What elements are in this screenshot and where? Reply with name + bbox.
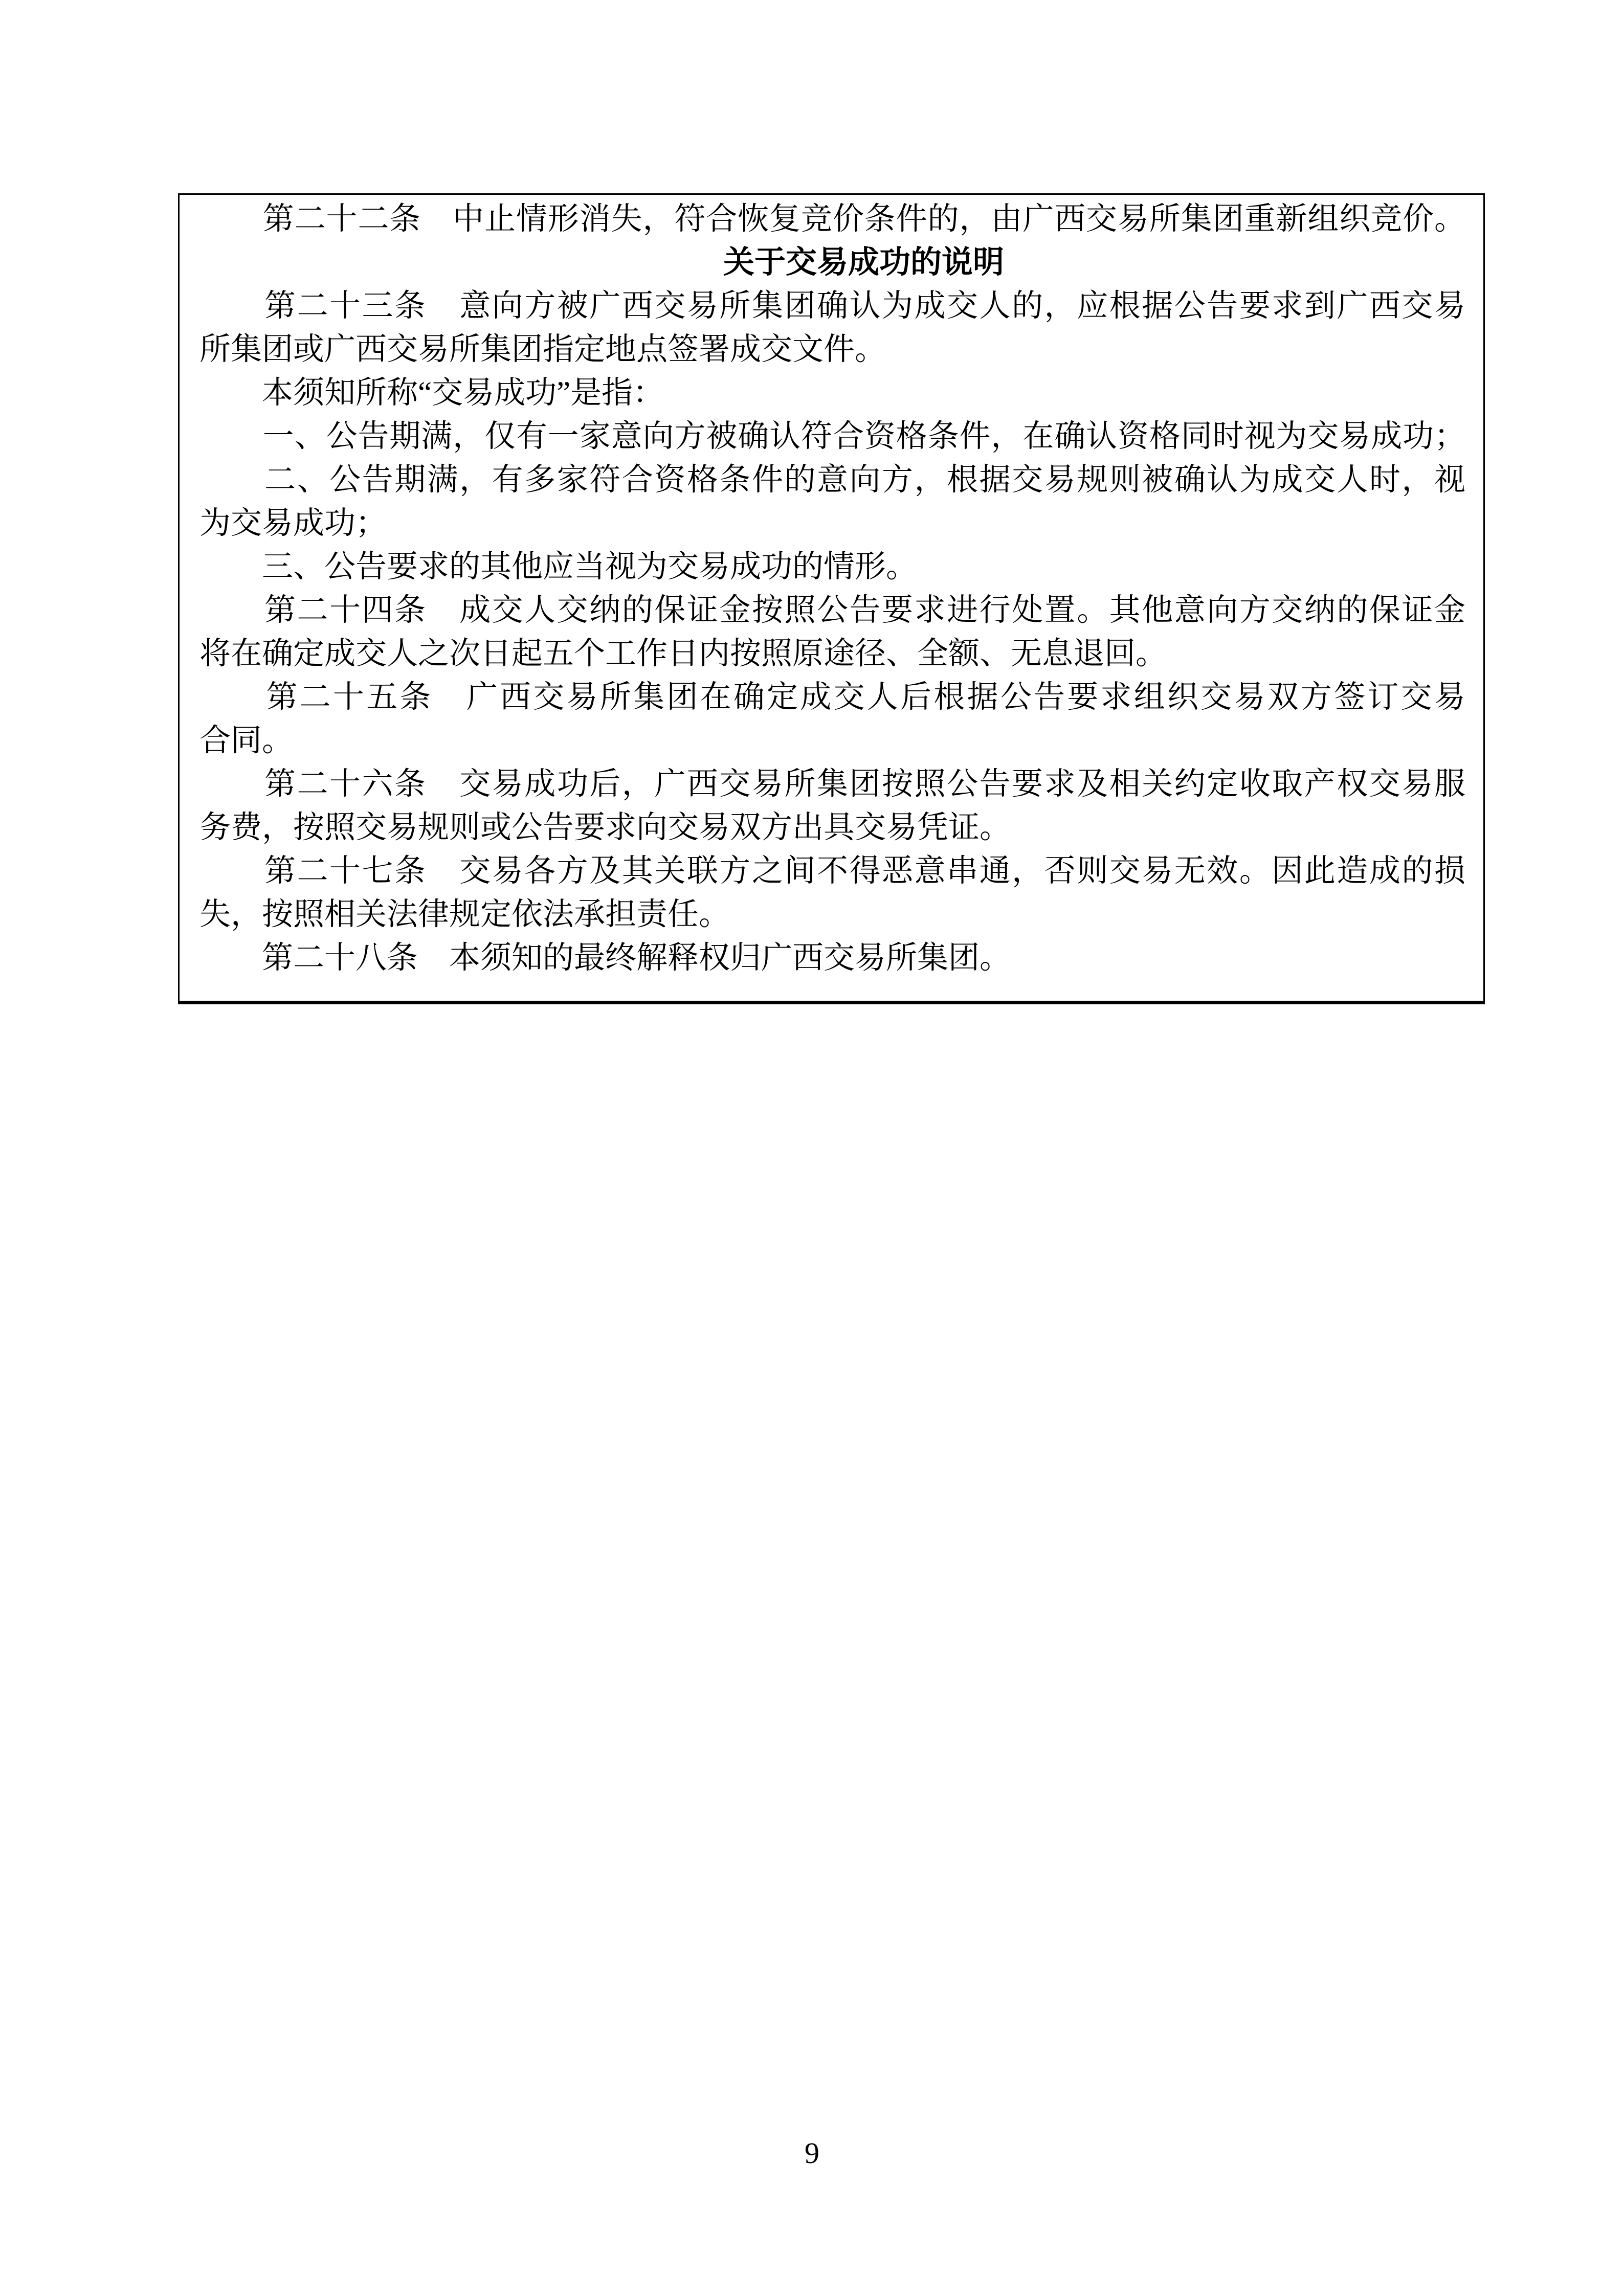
text-line: 第二十三条 意向方被广西交易所集团确认为成交人的，应根据公告要求到广西交易 — [199, 289, 1465, 323]
text-line: 失，按照相关法律规定依法承担责任。 — [199, 897, 730, 932]
text-line: 第二十四条 成交人交纳的保证金按照公告要求进行处置。其他意向方交纳的保证金 — [199, 593, 1465, 627]
paragraph — [199, 676, 1465, 762]
text-line: 三、公告要求的其他应当视为交易成功的情形。 — [199, 550, 918, 584]
text-line: 合同。 — [199, 724, 294, 758]
paragraph — [199, 284, 1465, 371]
paragraph — [199, 371, 1465, 415]
text-line: 第二十五条 广西交易所集团在确定成交人后根据公告要求组织交易双方签订交易 — [199, 680, 1465, 714]
text-line: 第二十八条 本须知的最终解释权归广西交易所集团。 — [199, 941, 1011, 975]
text-line: 第二十七条 交易各方及其关联方之间不得恶意串通，否则交易无效。因此造成的损 — [199, 854, 1465, 888]
paragraph — [199, 589, 1465, 676]
text-line: 一、公告期满，仅有一家意向方被确认符合资格条件，在确认资格同时视为交易成功； — [199, 419, 1465, 454]
text-line: 第二十二条 中止情形消失，符合恢复竞价条件的，由广西交易所集团重新组织竞价。 — [199, 202, 1465, 236]
text-line: 第二十六条 交易成功后，广西交易所集团按照公告要求及相关约定收取产权交易服 — [199, 767, 1465, 801]
text-line: 二、公告期满，有多家符合资格条件的意向方，根据交易规则被确认为成交人时，视 — [199, 463, 1465, 497]
heading-text-line: 关于交易成功的说明 — [723, 245, 1004, 280]
notice-box — [178, 193, 1485, 1004]
text-line: 所集团或广西交易所集团指定地点签署成交文件。 — [199, 332, 886, 367]
text-line: 将在确定成交人之次日起五个工作日内按照原途径、全额、无息退回。 — [199, 637, 1167, 671]
paragraph — [199, 849, 1465, 936]
page-number: 9 — [805, 2136, 819, 2170]
paragraph — [199, 415, 1465, 458]
paragraph — [199, 762, 1465, 849]
text-line: 为交易成功； — [199, 506, 387, 541]
paragraph — [199, 197, 1465, 241]
paragraph — [199, 545, 1465, 589]
paragraph — [199, 458, 1465, 545]
paragraph — [199, 936, 1465, 980]
section-heading — [199, 241, 1465, 284]
text-line: 本须知所称“交易成功”是指： — [199, 376, 664, 410]
text-line: 务费，按照交易规则或公告要求向交易双方出具交易凭证。 — [199, 811, 1011, 845]
